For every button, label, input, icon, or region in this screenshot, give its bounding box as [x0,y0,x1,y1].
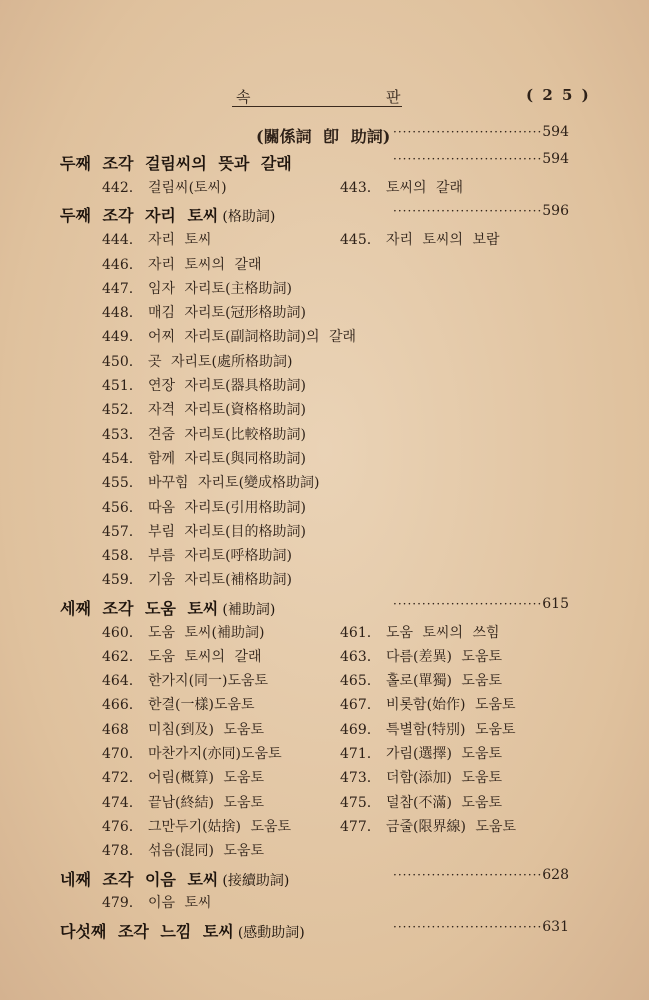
header-rule [232,106,402,107]
entry-title: 곳 자리토(處所格助詞) [148,353,293,370]
toc-entry [102,254,262,274]
entry-title: 함께 자리토(與同格助詞) [148,450,306,467]
toc-subheading [0,124,649,148]
toc-entry [340,622,500,642]
toc-entry [340,792,502,812]
section-title-hanja: (接續助詞) [222,872,290,889]
toc-entry [102,719,264,739]
entry-title: 이음 토씨 [148,895,212,912]
toc-entry [102,302,306,322]
toc-entry-row [0,792,649,816]
entry-number: 463. [340,648,372,665]
entry-number: 454. [102,450,134,467]
entry-title: 덜참(不滿) 도움토 [386,794,502,811]
entry-title: 비롯함(始作) 도움토 [386,697,516,714]
toc-page-number: 596 [542,203,569,220]
entry-title: 자리 토씨의 보람 [386,232,500,249]
entry-number: 450. [102,353,134,370]
entry-number: 474. [102,794,134,811]
leader-dots: ······························· [393,919,543,934]
toc-entry-row [0,892,649,916]
toc-entry [102,326,356,346]
entry-title: 끝남(終結) 도움토 [148,794,264,811]
toc-page-number: 615 [542,595,569,612]
section-title-hanja: (格助詞) [222,209,276,226]
toc-entry [340,177,463,197]
entry-title: 더함(添加) 도움토 [386,770,502,787]
entry-title: 어찌 자리토(副詞格助詞)의 갈래 [148,329,357,346]
entry-number: 447. [102,280,134,297]
entry-title: 다름(差異) 도움토 [386,648,502,665]
entry-number: 456. [102,499,134,516]
toc-leader [393,867,569,883]
toc-section-heading [0,151,649,175]
toc-entry-row [0,399,649,423]
entry-number: 444. [102,232,134,249]
toc-entry-row [0,694,649,718]
entry-title: 견줌 자리토(比較格助詞) [148,426,306,443]
toc-entry-row [0,375,649,399]
toc-entry-row [0,622,649,646]
leader-dots: ······························· [393,867,543,882]
toc-entry [102,569,292,589]
toc-entry [340,743,502,763]
toc-entry [340,694,516,714]
toc-entry [102,424,306,444]
toc-entry [102,622,264,642]
entry-title: 자격 자리토(資格格助詞) [148,402,306,419]
toc-entry-row [0,278,649,302]
entry-title: 기움 자리토(補格助詞) [148,572,292,589]
toc-page-number: 594 [542,124,569,140]
entry-title: 부름 자리토(呼格助詞) [148,548,292,565]
section-title [60,151,292,174]
toc-entry-row [0,545,649,569]
entry-number: 471. [340,746,372,762]
toc-section-heading [0,867,649,891]
toc-entry [340,719,516,739]
toc-entry-row [0,497,649,521]
entry-title: 연장 자리토(器具格助詞) [148,378,306,394]
entry-title: 자리 토씨 [148,232,212,249]
toc-entry [102,743,282,763]
toc-entry-row [0,424,649,448]
entry-title: 매김 자리토(冠形格助詞) [148,305,306,322]
toc-entry-row [0,448,649,472]
entry-title: 특별함(特別) 도움토 [386,721,516,738]
toc-entry [102,521,306,541]
entry-number: 443. [340,180,372,197]
toc-entry [102,792,264,812]
toc-entry-row [0,177,649,201]
toc-entry [102,694,255,714]
entry-number: 446. [102,256,134,273]
entry-number: 457. [102,523,134,540]
entry-number: 472. [102,770,134,787]
entry-title: 도움 토씨의 쓰힘 [386,624,500,641]
entry-number: 448. [102,305,134,322]
entry-number: 461. [340,624,372,641]
toc-entry-row [0,816,649,840]
entry-number: 466. [102,697,134,714]
entry-title: 부림 자리토(目的格助詞) [148,523,306,540]
toc-entry [340,229,500,249]
section-title [60,919,305,942]
toc-entry [102,646,262,666]
entry-title: 따옴 자리토(引用格助詞) [148,499,306,516]
header-right-text: 판 [386,88,401,106]
toc-entry-row [0,254,649,278]
leader-dots: ······························· [393,204,543,219]
section-title-text: 세째 조각 도움 토씨 [60,598,219,618]
entry-title: 한가지(同一)도움토 [148,673,269,690]
section-title [60,596,275,619]
toc-entry [102,278,292,298]
entry-title: 자리 토씨의 갈래 [148,256,262,273]
toc-entry [102,351,292,371]
toc-entry [102,229,212,249]
entry-number: 477. [340,818,372,835]
entry-number: 445. [340,232,372,249]
toc-entry-row [0,719,649,743]
entry-title: 한결(一樣)도움토 [148,697,255,714]
entry-title: 미침(到及) 도움토 [148,721,264,738]
entry-number: 452. [102,402,134,419]
entry-title: 홀로(單獨) 도움토 [386,673,502,690]
section-title-text: 다섯째 조각 느낌 토씨 [60,921,234,941]
toc-entry [340,646,502,666]
toc-entry [102,177,227,197]
toc-entry-row [0,569,649,593]
entry-number: 459. [102,572,134,589]
entry-title: 섞음(混同) 도움토 [148,843,264,860]
toc-entry-row [0,351,649,375]
toc-entry [102,892,212,912]
entry-number: 473. [340,770,372,787]
entry-number: 478. [102,843,134,860]
toc-section-heading [0,203,649,227]
toc-entry-row [0,840,649,864]
entry-number: 464. [102,673,134,690]
header-left-text: 속 [236,88,251,106]
toc-entry [102,399,306,419]
entry-title: 그만두기(姑捨) 도움토 [148,818,292,835]
section-title-text: 두째 조각 자리 토씨 [60,206,219,226]
toc-leader [393,151,569,167]
toc-page-number: 628 [542,866,569,883]
toc-entry [102,670,268,690]
entry-title: 도움 토씨의 갈래 [148,648,262,665]
toc-page-number: 594 [542,151,569,168]
entry-title: 걸림씨(토씨) [148,180,227,197]
toc-entry-row [0,326,649,350]
entry-number: 442. [102,180,134,197]
leader-dots: ······························· [393,125,543,139]
section-title-hanja: (感動助詞) [237,924,305,941]
entry-number: 469. [340,721,372,738]
toc-leader [393,124,569,140]
toc-entry [340,767,502,787]
entry-title: 도움 토씨(補助詞) [148,624,265,641]
entry-number: 453. [102,426,134,443]
toc-entry [102,472,320,492]
toc-leader [393,596,569,612]
entry-number: 467. [340,697,372,714]
toc-entry-row [0,229,649,253]
toc-section-heading [0,919,649,943]
toc-section-heading [0,596,649,620]
entry-title: 금줄(限界線) 도움토 [386,818,516,835]
entry-number: 462. [102,648,134,665]
section-title-text: 네째 조각 이음 토씨 [60,869,219,889]
entry-title: 마찬가지(亦同)도움토 [148,746,282,762]
toc-entry [102,840,264,860]
toc-entry-row [0,646,649,670]
entry-number: 449. [102,329,134,346]
entry-number: 475. [340,794,372,811]
entry-number: 468 [102,721,129,738]
running-header [232,86,592,110]
header-page-number: ( 2 5 ) [526,86,591,104]
toc-entry-row [0,767,649,791]
toc-entry-row [0,743,649,767]
toc-entry [102,497,306,517]
toc-entry [102,545,292,565]
toc-entry [102,448,306,468]
toc-entry [340,670,502,690]
toc-entry [102,767,264,787]
entry-number: 451. [102,378,134,394]
toc-leader [393,203,569,219]
entry-number: 460. [102,624,134,641]
toc-entry-row [0,521,649,545]
entry-title: 어림(概算) 도움토 [148,770,264,787]
entry-number: 465. [340,673,372,690]
section-title-text: 두째 조각 걸림씨의 뜻과 갈래 [60,154,292,174]
entry-number: 479. [102,895,134,912]
toc-entry-row [0,472,649,496]
entry-number: 476. [102,818,134,835]
entry-number: 470. [102,746,134,762]
leader-dots: ······························· [393,596,543,611]
subheading-title: (關係詞 卽 助詞) [256,127,391,146]
toc-entry [102,375,306,395]
entry-title: 가림(選擇) 도움토 [386,746,502,762]
toc-entry [102,816,291,836]
section-title [60,203,275,226]
leader-dots: ······························· [393,152,543,167]
entry-title: 임자 자리토(主格助詞) [148,280,292,297]
entry-number: 455. [102,475,134,492]
entry-number: 458. [102,548,134,565]
entry-title: 토씨의 갈래 [386,180,464,197]
toc-entry-row [0,670,649,694]
toc-entry [340,816,516,836]
section-title-hanja: (補助詞) [222,601,276,618]
entry-title: 바꾸힘 자리토(變成格助詞) [148,475,320,492]
section-title [60,867,289,890]
toc-page-number: 631 [542,918,569,935]
toc-entry-row [0,302,649,326]
toc-leader [393,919,569,935]
